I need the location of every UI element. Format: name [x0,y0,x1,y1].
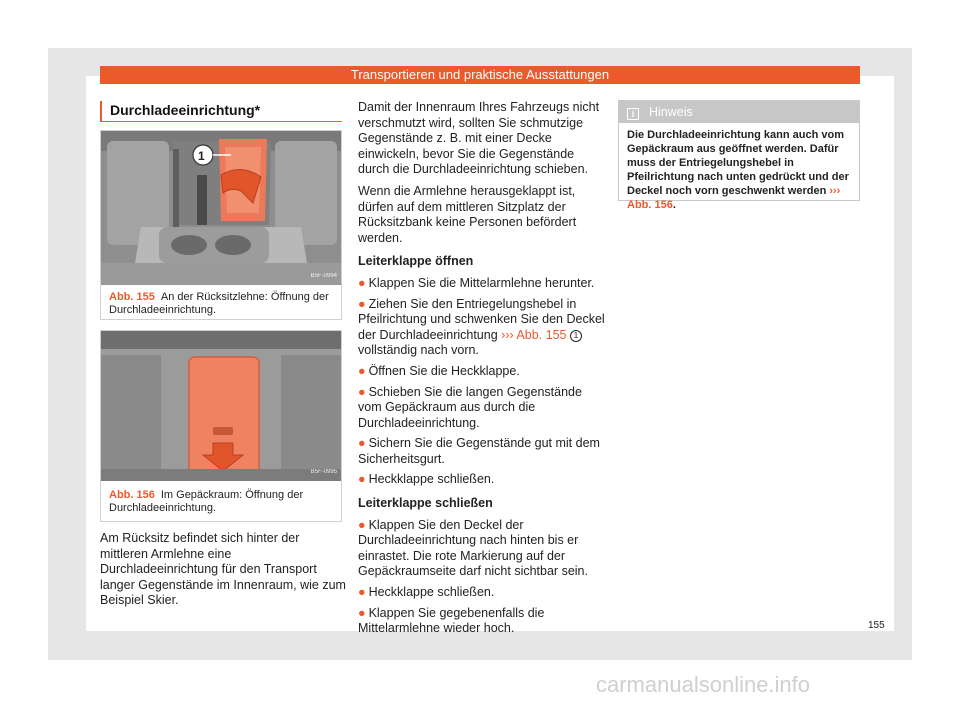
list-item: ● Heckklappe schließen. [358,472,495,487]
figure-caption [109,489,335,515]
subheading-close: Leiterklappe schließen [358,496,493,511]
note-box [618,100,860,211]
callout-number: 1 [570,330,582,342]
intro-paragraph: Am Rücksitz befindet sich hinter der mittleren Armlehne eine Durchladeeinrichtung für den Transport langer Gegenstände im Innenraum, wie zum Beispiel Skier. [100,531,346,607]
list-item: ● Klappen Sie die Mittelarmlehne herunter. [358,275,595,290]
note-text: Die Durchladeeinrichtung kann auch vom Gepäckraum aus geöffnet werden. Dafür muss der Entriegelungshebel in Pfeilrichtung nach unten gedrückt und der Deckel noch vorn geschwenkt werden ››› Abb. 156. [627,129,849,211]
list-item: ● Klappen Sie den Deckel der Durchladeeinrichtung nach hinten bis er einrastet. Die rote Markierung auf der Gepäckraumseite darf nicht sichtbar sein. [358,517,588,579]
figure-caption-text: An der Rücksitzlehne: Öffnung der Durchladeeinrichtung. [109,291,329,316]
list-item: ● Öffnen Sie die Heckklappe. [358,363,520,378]
figure-callout: 1 [198,149,205,163]
figure-label: Abb. 155 [109,291,155,303]
page-number: 155 [868,620,885,631]
figure-label: Abb. 156 [109,489,155,501]
watermark: carmanualsonline.info [596,672,811,697]
section-title: Durchladeeinrichtung* [100,101,342,122]
figure-reference-link[interactable]: ››› Abb. 155 [501,327,567,342]
figure-155 [100,130,342,320]
figure-code: B5F-0995 [310,469,337,475]
info-icon: i [627,108,639,120]
rear-seat-illustration [101,131,341,285]
trunk-illustration [101,331,341,481]
list-item: ● Schieben Sie die langen Gegenstände vom Gepäckraum aus durch die Durchladeeinrichtung. [358,384,582,430]
note-title: Hinweis [649,105,693,119]
list-item: ● Sichern Sie die Gegenstände gut mit dem Sicherheitsgurt. [358,436,600,466]
figure-code: B5F-0994 [310,273,337,279]
paragraph: Damit der Innenraum Ihres Fahrzeugs nicht verschmutzt wird, sollten Sie schmutzige Gegenstände z. B. mit einer Decke einwickeln, bevor Sie die Gegenstände durch die Durchladeeinrichtung schieben. [358,100,600,177]
chapter-header: Transportieren und praktische Ausstattungen [100,66,860,84]
list-item: ● Klappen Sie gegebenenfalls die Mittelarmlehne wieder hoch. [358,605,545,636]
note-header [619,101,859,123]
figure-caption [109,291,335,317]
figure-caption-text: Im Gepäckraum: Öffnung der Durchladeeinrichtung. [109,489,304,514]
subheading-open: Leiterklappe öffnen [358,254,474,269]
paragraph: Wenn die Armlehne herausgeklappt ist, dürfen auf dem mittleren Sitzplatz der Rücksitzbank keine Personen befördert werden. [358,183,577,245]
list-item: ● Ziehen Sie den Entriegelungshebel in Pfeilrichtung und schwenken Sie den Deckel der Durchladeeinrichtung ››› Abb. 155 1 vollständig nach vorn. [358,296,605,358]
list-item: ● Heckklappe schließen. [358,585,495,600]
figure-156 [100,330,342,522]
instructions-column [358,100,608,642]
figure-reference-link[interactable]: ››› Abb. 156 [627,185,841,211]
